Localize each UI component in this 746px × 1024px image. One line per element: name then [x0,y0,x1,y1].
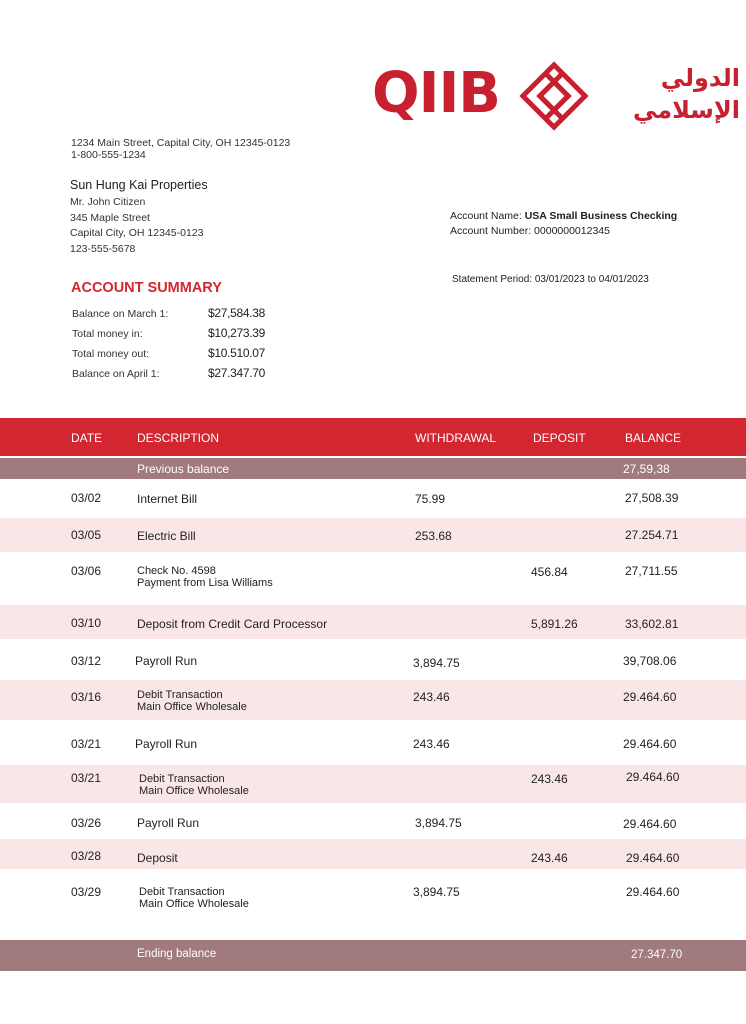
row-date: 03/28 [71,849,102,863]
account-number-label: Account Number: [450,225,532,237]
row-date: 03/12 [71,654,102,668]
column-header-deposit: DEPOSIT [533,431,586,445]
column-header-balance: BALANCE [625,431,682,445]
account-name-line [450,210,677,222]
row-description: Payroll Run [135,654,198,668]
account-name-label: Account Name: [450,210,522,222]
row-balance: 29.464.60 [626,851,680,865]
row-withdrawal: 3,894.75 [413,885,460,899]
summary-label-money-in: Total money in: [72,328,143,340]
row-date: 03/29 [71,885,102,899]
summary-value-march-balance: $27,584.38 [208,306,266,320]
row-description: Payroll Run [137,816,200,830]
customer-phone: 123-555-5678 [70,243,136,255]
account-number-value: 0000000012345 [534,225,610,237]
account-name-value: USA Small Business Checking [524,210,678,222]
customer-city: Capital City, OH 12345-0123 [70,227,204,239]
account-summary-title: ACCOUNT SUMMARY [71,280,222,296]
row-deposit: 5,891.26 [531,617,578,631]
statement-period: Statement Period: 03/01/2023 to 04/01/2023 [452,274,649,285]
account-number-line [450,225,610,237]
bank-logo-mark-icon [518,60,590,132]
row-description: Debit Transaction [139,773,225,785]
row-description: Electric Bill [137,529,196,543]
row-date: 03/05 [71,528,102,542]
bank-logo-arabic-line1: الدولي [660,64,740,92]
column-header-withdrawal: WITHDRAWAL [415,431,497,445]
summary-value-april-balance: $27.347.70 [208,366,266,380]
bank-address: 1234 Main Street, Capital City, OH 12345-0123 [71,137,291,149]
previous-balance-value: 27,59,38 [623,462,670,476]
row-balance: 27.254.71 [625,528,679,542]
row-balance: 33,602.81 [625,617,679,631]
row-description-detail: Main Office Wholesale [139,785,249,797]
row-description: Deposit from Credit Card Processor [137,617,328,631]
row-description-detail: Main Office Wholesale [137,701,247,713]
ending-balance-value: 27.347.70 [631,949,683,961]
row-balance: 29.464.60 [626,885,680,899]
customer-name: Mr. John Citizen [70,196,146,208]
previous-balance-label: Previous balance [137,462,230,476]
summary-label-april-balance: Balance on April 1: [72,368,160,380]
row-date: 03/21 [71,737,102,751]
row-balance: 27,508.39 [625,491,679,505]
row-withdrawal: 3,894.75 [413,656,460,670]
bank-logo-arabic-line2: الإسلامي [632,96,740,124]
row-deposit: 456.84 [531,565,568,579]
row-date: 03/06 [71,564,102,578]
row-description: Debit Transaction [139,886,225,898]
row-date: 03/16 [71,690,102,704]
row-balance: 39,708.06 [623,654,677,668]
row-date: 03/02 [71,491,102,505]
row-date: 03/10 [71,616,102,630]
row-withdrawal: 243.46 [413,690,450,704]
row-balance: 27,711.55 [625,564,678,578]
row-deposit: 243.46 [531,851,568,865]
row-date: 03/21 [71,771,102,785]
row-description: Internet Bill [137,492,198,506]
row-balance: 29.464.60 [623,817,677,831]
row-description-detail: Main Office Wholesale [139,898,249,910]
summary-label-money-out: Total money out: [72,348,150,360]
bank-phone: 1-800-555-1234 [71,149,146,161]
bank-logo-text: QIIB [372,61,500,126]
row-description: Check No. 4598 [137,565,216,577]
customer-street: 345 Maple Street [70,212,150,224]
row-withdrawal: 253.68 [415,529,452,543]
column-header-date: DATE [71,431,103,445]
row-withdrawal: 243.46 [413,737,450,751]
row-description: Deposit [137,851,178,865]
row-description: Payroll Run [135,737,198,751]
row-withdrawal: 3,894.75 [415,816,462,830]
row-withdrawal: 75.99 [415,492,446,506]
summary-value-money-out: $10.510.07 [208,346,266,360]
summary-label-march-balance: Balance on March 1: [72,308,169,320]
row-balance: 29.464.60 [623,690,677,704]
row-description-detail: Payment from Lisa Williams [137,577,273,589]
customer-company: Sun Hung Kai Properties [70,178,208,192]
row-balance: 29.464.60 [626,770,680,784]
row-date: 03/26 [71,816,102,830]
row-description: Debit Transaction [137,689,223,701]
row-balance: 29.464.60 [623,737,677,751]
ending-balance-label: Ending balance [137,948,217,960]
column-header-description: DESCRIPTION [137,431,220,445]
row-deposit: 243.46 [531,772,568,786]
summary-value-money-in: $10,273.39 [208,326,266,340]
